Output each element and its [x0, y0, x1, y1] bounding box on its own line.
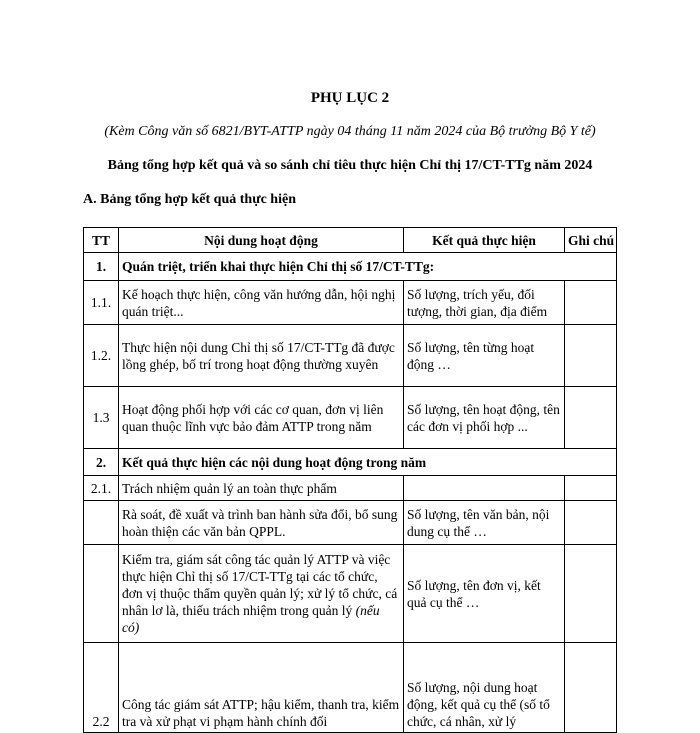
table-row: [84, 253, 617, 281]
appendix-title: PHỤ LỤC 2: [310, 90, 390, 106]
row-content: Kết quả thực hiện các nội dung hoạt động trong năm: [119, 449, 617, 476]
table-row: [84, 387, 617, 449]
table-row: [84, 325, 617, 387]
row-content: [119, 545, 404, 643]
col-header-result: Kết quả thực hiện: [404, 228, 565, 253]
row-note: [565, 501, 617, 545]
table-row: [84, 501, 617, 545]
row-number: 2.2: [84, 643, 119, 733]
table-row: [84, 449, 617, 476]
table-header-row: [84, 228, 617, 253]
row-number: 1.2.: [84, 325, 119, 387]
row-number: 1.3: [84, 387, 119, 449]
row-note: [565, 387, 617, 449]
row-content: Hoạt động phối hợp với các cơ quan, đơn vị liên quan thuộc lĩnh vực bảo đảm ATTP trong năm: [119, 387, 404, 449]
table-row: [84, 476, 617, 501]
results-table: [83, 227, 617, 733]
table-row: [84, 281, 617, 325]
row-content-note: (nếu có): [122, 603, 380, 635]
row-result: Số lượng, trích yếu, đối tượng, thời gian, địa điểm: [404, 281, 565, 325]
row-result: [404, 476, 565, 501]
row-content: Trách nhiệm quản lý an toàn thực phẩm: [119, 476, 404, 501]
col-header-note: Ghi chú: [565, 228, 617, 253]
row-note: [565, 476, 617, 501]
section-title: A. Bảng tổng hợp kết quả thực hiện: [83, 192, 296, 207]
row-note: [565, 281, 617, 325]
row-content-text: Kiểm tra, giám sát công tác quản lý ATTP và việc thực hiện Chỉ thị số 17/CT-TTg tại các tổ chức, đơn vị thuộc thẩm quyền quản lý; xử lý tổ chức, cá nhân lơ là, thiếu trách nhiệm trong quản lý: [122, 552, 398, 618]
appendix-subtitle: (Kèm Công văn số 6821/BYT-ATTP ngày 04 tháng 11 năm 2024 của Bộ trưởng Bộ Y tế): [104, 124, 596, 139]
row-number: 1.1.: [84, 281, 119, 325]
row-result: Số lượng, tên hoạt động, tên các đơn vị phối hợp ...: [404, 387, 565, 449]
row-number: 1.: [84, 253, 119, 281]
row-result: Số lượng, tên đơn vị, kết quả cụ thể …: [404, 545, 565, 643]
row-number: 2.1.: [84, 476, 119, 501]
row-content: Quán triệt, triển khai thực hiện Chỉ thị số 17/CT-TTg:: [119, 253, 617, 281]
row-number: [84, 545, 119, 643]
col-header-tt: TT: [84, 228, 119, 253]
row-result: Số lượng, tên từng hoạt động …: [404, 325, 565, 387]
row-note: [565, 325, 617, 387]
document-heading: Bảng tổng hợp kết quả và so sánh chỉ tiêu thực hiện Chỉ thị 17/CT-TTg năm 2024: [107, 158, 593, 173]
row-number: [84, 501, 119, 545]
col-header-content: Nội dung hoạt động: [119, 228, 404, 253]
row-note: [565, 643, 617, 733]
row-content: Công tác giám sát ATTP; hậu kiểm, thanh tra, kiểm tra và xử phạt vi phạm hành chính đối: [119, 643, 404, 733]
table-row: [84, 545, 617, 643]
row-content: Thực hiện nội dung Chỉ thị số 17/CT-TTg đã được lồng ghép, bố trí trong hoạt động thường xuyên: [119, 325, 404, 387]
row-result: Số lượng, nội dung hoạt động, kết quả cụ thể (số tổ chức, cá nhân, xử lý: [404, 643, 565, 733]
row-content: Rà soát, đề xuất và trình ban hành sửa đổi, bổ sung hoàn thiện các văn bản QPPL.: [119, 501, 404, 545]
row-result: Số lượng, tên văn bản, nội dung cụ thể …: [404, 501, 565, 545]
row-note: [565, 545, 617, 643]
table-row: [84, 643, 617, 733]
row-content: Kế hoạch thực hiện, công văn hướng dẫn, hội nghị quán triệt...: [119, 281, 404, 325]
row-number: 2.: [84, 449, 119, 476]
